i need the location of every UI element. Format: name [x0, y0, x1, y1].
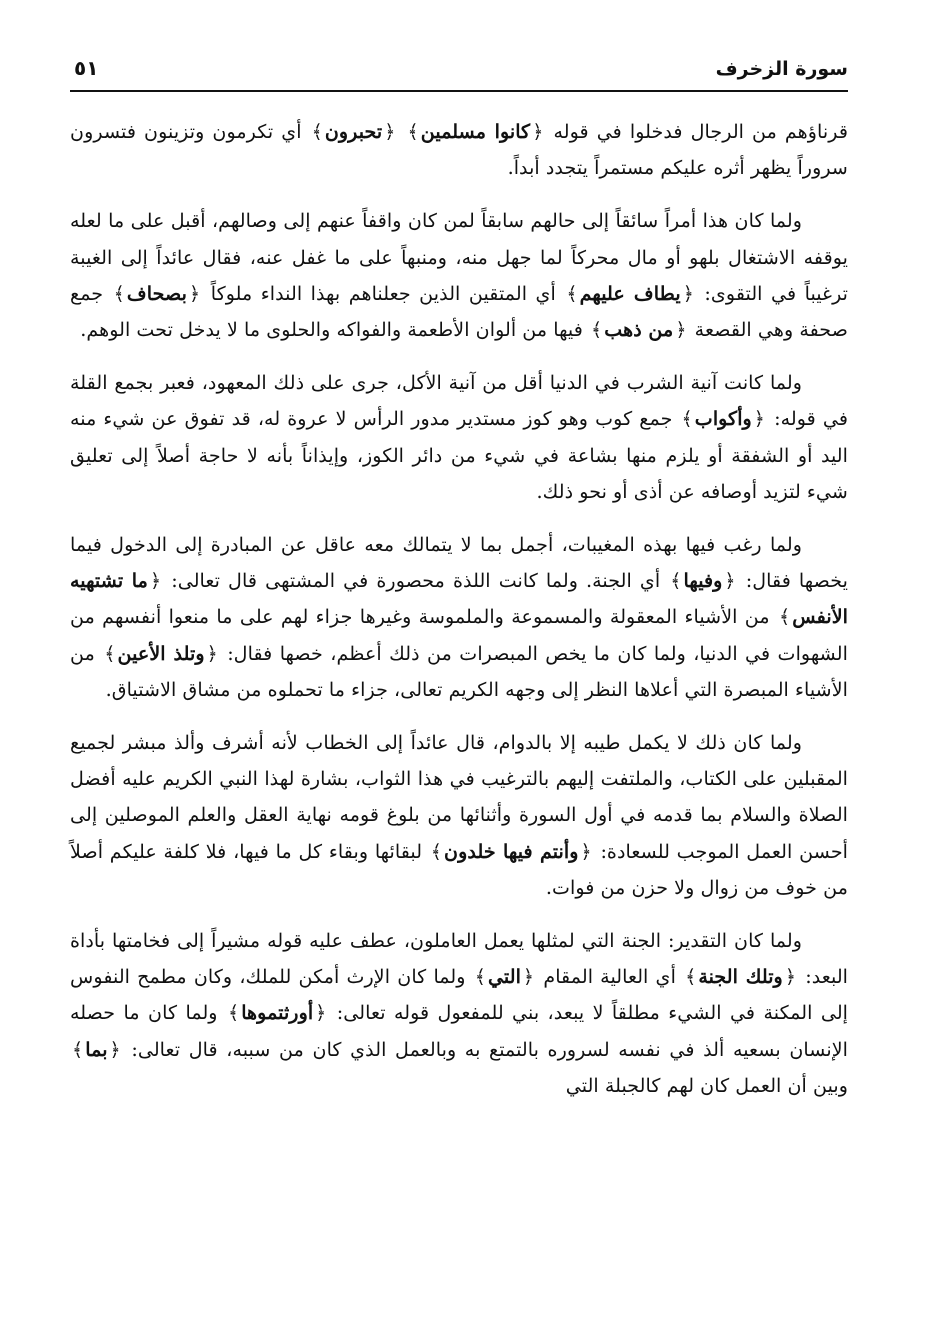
quote-text: ما تشتهيه الأنفس: [70, 569, 848, 629]
ornate-bracket-close: ﴾: [311, 120, 323, 143]
quote-text: أورثتموها: [241, 1001, 314, 1025]
quote-text: بصحاف: [126, 281, 188, 305]
quote-text: وتلك الجنة: [698, 965, 783, 989]
ornate-bracket-open: ﴿: [784, 965, 797, 989]
text-run: ولما كانت آنية الشرب في الدنيا أقل من آنية الأكل، جرى على ذلك المعهود، فعبر بجمع القلة في قوله:: [70, 371, 849, 431]
ornate-bracket-close: ﴾: [227, 1001, 240, 1025]
ornate-bracket-close: ﴾: [566, 281, 578, 305]
text-run: جمع كوب وهو كوز مستدير مدور الرأس لا عروة له، قد تفوق عن شيء منه اليد أو الشفقة أو يلزم منها بشاعة في شيء من دائر الكوز، وإيذاناً بأنه لا حاجة أصلاً إلى تعليق شيء لتزيد أوصافه عن أذى أو نحو ذلك.: [70, 407, 848, 503]
paragraph: [70, 114, 848, 186]
quote-text: وأكواب: [694, 407, 752, 431]
quote-text: من ذهب: [604, 318, 674, 342]
paragraph: [70, 365, 848, 510]
ornate-bracket-open: ﴿: [384, 120, 396, 143]
paragraph: [70, 203, 848, 348]
page-number: ٥١: [74, 56, 99, 80]
quote-text: كانوا مسلمين: [420, 120, 531, 143]
quran-quote: [406, 120, 546, 143]
text-run: قرناؤهم من الرجال فدخلوا في قوله: [545, 120, 849, 143]
quote-text: بما: [85, 1037, 108, 1061]
quran-quote: [473, 965, 536, 988]
paragraph: [70, 923, 848, 1104]
ornate-bracket-close: ﴾: [72, 1037, 84, 1061]
quote-text: وأنتم فيها خلدون: [444, 839, 579, 863]
quran-quote: [429, 840, 594, 863]
quran-quote: [589, 318, 689, 341]
quote-text: وفيها: [683, 569, 723, 593]
text-run: أي الجنة. ولما كانت اللذة محصورة في المشتهى قال تعالى:: [163, 569, 669, 593]
ornate-bracket-open: ﴿: [675, 318, 687, 342]
text-run: جمع صحفة وهي القصعة: [70, 281, 848, 342]
text-run: من الأشياء المعقولة والمسموعة والملموسة وغيرها جزاء لهم على ما منعوا أنفسهم من الشهوات في الدنيا، ولما كان ما يخص المبصرات من ذلك أعظم، خصها فقال:: [70, 605, 848, 665]
ornate-bracket-close: ﴾: [104, 641, 116, 665]
text-run: أي تكرمون وتزينون فتسرون سروراً يظهر أثره عليكم مستمراً يتجدد أبداً.: [70, 120, 848, 180]
ornate-bracket-open: ﴿: [753, 407, 766, 431]
text-run: ولما كان ما حصله الإنسان بسعيه ألذ في نفسه لسروره بالتمتع به وبالعمل الذي كان من سببه، قال تعالى:: [70, 1001, 848, 1061]
ornate-bracket-open: ﴿: [149, 569, 162, 593]
text-run: ولما كان ذلك لا يكمل طيبه إلا بالدوام، قال عائداً إلى الخطاب لأنه أشرف وألذ مبشر لجميع المقبلين على الكتاب، والملتفت إليهم بالترغيب في هذا الثواب، بشارة لهذا النبي الكريم عليه أفضل الصلاة والسلام بما قدمه في أول السورة وأثنائها من بلوغ قومه نهاية العقل والعلم الموصلين إلى أحسن العمل الموجب للسعادة:: [70, 731, 849, 863]
ornate-bracket-open: ﴿: [189, 281, 201, 305]
ornate-bracket-close: ﴾: [407, 120, 419, 143]
quote-text: تحبرون: [324, 120, 383, 143]
ornate-bracket-close: ﴾: [474, 965, 486, 989]
text-run: لبقائها وبقاء كل ما فيها، فلا كلفة عليكم أصلاً من خوف من زوال ولا حزن من فوات.: [70, 839, 848, 899]
paragraph: [70, 527, 848, 708]
text-run: من الأشياء المبصرة التي أعلاها النظر إلى وجهه الكريم تعالى، جزاء ما تحملوه من مشاق الاشتياق.: [70, 641, 848, 701]
quran-quote: [668, 569, 737, 592]
quote-text: يطاف عليهم: [579, 281, 681, 305]
text-run: ولما كان هذا أمراً سائقاً إلى حالهم سابقاً لمن كان واقفاً عنهم إلى وصالهم، أقبل على ما لعله يوقفه الاشتغال بلهو أو مال محركاً لما جهل منه، ومنبهاً على ما غفل عنه، فقال عائداً إلى الغيبة ترغيباً في التقوى:: [70, 209, 849, 305]
quran-quote: [226, 1001, 328, 1024]
page-header: [70, 56, 848, 92]
ornate-bracket-open: ﴿: [315, 1001, 327, 1025]
text-run: ولما كان الإرث أمكن للملك، وكان مطمح النفوس إلى المكنة في الشيء مطلقاً لا يبعد، بني للمفعول قوله تعالى:: [70, 965, 848, 1025]
quran-quote: [683, 965, 798, 988]
quran-quote: [680, 407, 768, 430]
quran-quote: [310, 120, 398, 143]
ornate-bracket-close: ﴾: [113, 281, 125, 305]
quran-quote: [70, 1038, 123, 1061]
ornate-bracket-close: ﴾: [685, 965, 697, 989]
quran-quote: [112, 282, 203, 305]
paragraph: [70, 725, 848, 906]
page-body: [70, 114, 848, 1104]
text-run: أي المتقين الذين جعلناهم بهذا النداء ملوكاً: [202, 281, 565, 305]
quote-text: وتلذ الأعين: [117, 641, 205, 665]
ornate-bracket-open: ﴿: [724, 569, 736, 593]
ornate-bracket-close: ﴾: [591, 318, 603, 342]
ornate-bracket-close: ﴾: [681, 407, 693, 431]
text-run: أي العالية المقام: [536, 965, 684, 989]
ornate-bracket-close: ﴾: [670, 569, 682, 593]
text-run: [398, 120, 406, 143]
ornate-bracket-open: ﴿: [522, 965, 535, 989]
surah-title: سورة الزخرف: [715, 58, 848, 80]
ornate-bracket-open: ﴿: [206, 641, 218, 665]
ornate-bracket-open: ﴿: [532, 120, 544, 143]
ornate-bracket-open: ﴿: [580, 839, 592, 863]
ornate-bracket-open: ﴿: [109, 1037, 121, 1061]
quote-text: التي: [487, 965, 521, 989]
text-run: وبين أن العمل كان لهم كالجبلة التي: [565, 1073, 848, 1097]
quran-quote: [564, 282, 696, 305]
ornate-bracket-close: ﴾: [778, 605, 791, 629]
ornate-bracket-close: ﴾: [430, 839, 443, 863]
ornate-bracket-open: ﴿: [682, 281, 694, 305]
quran-quote: [102, 642, 220, 665]
text-run: ولما رغب فيها بهذه المغيبات، أجمل بما لا يتمالك معه عاقل عن المبادرة إلى الدخول فيما يخصها فقال:: [70, 533, 848, 593]
text-run: ولما كان التقدير: الجنة التي لمثلها يعمل العاملون، عطف عليه قوله مشيراً إلى فخامتها بأداة البعد:: [70, 929, 848, 989]
book-page: [70, 56, 848, 1121]
text-run: فيها من ألوان الأطعمة والفواكه والحلوى ما لا يدخل تحت الوهم.: [80, 318, 589, 342]
